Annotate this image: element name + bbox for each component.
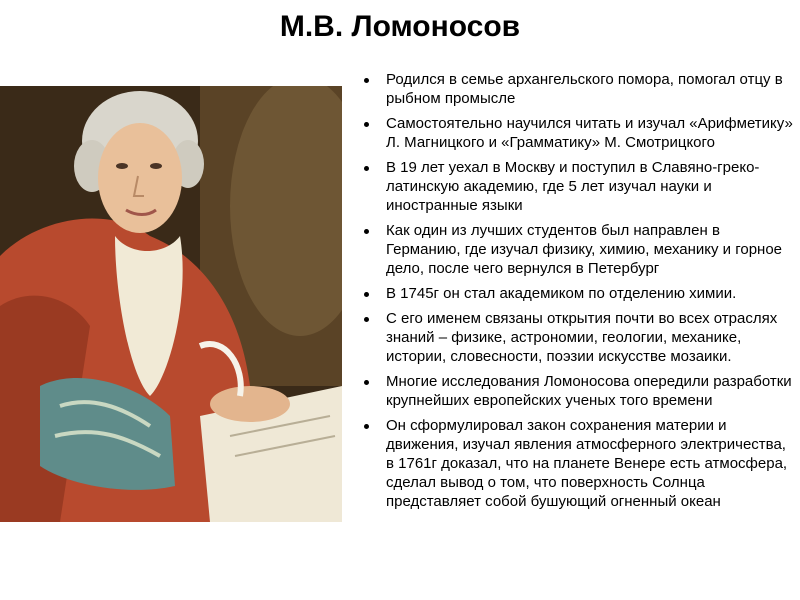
bullet-text: С его именем связаны открытия почти во всех отраслях знаний – физике, астрономии, геологии, механике, истории, словесности, поэзии искусстве мозаики. <box>386 310 778 365</box>
list-item <box>364 284 794 303</box>
bullet-icon <box>364 229 369 234</box>
bullet-list <box>364 70 794 517</box>
slide-title: М.В. Ломоносов <box>279 10 521 43</box>
bullet-icon <box>364 122 369 127</box>
list-item <box>364 309 794 366</box>
bullet-icon <box>364 166 369 171</box>
list-item <box>364 158 794 215</box>
bullet-text: Родился в семье архангельского помора, помогал отцу в рыбном промысле <box>386 71 783 107</box>
bullet-text: Он сформулировал закон сохранения материи и движения, изучал явления атмосферного электричества, в 1761г доказал, что на планете Венере есть атмосфера, сделал вывод о том, что поверхность Солнца представляет собой бушующий огненный океан <box>386 417 788 510</box>
list-item <box>364 416 794 511</box>
bullet-text: Самостоятельно научился читать и изучал «Арифметику» Л. Магницкого и «Грамматику» М. Смотрицкого <box>386 115 793 151</box>
bullet-icon <box>364 380 369 385</box>
list-item <box>364 70 794 108</box>
bullet-text: В 1745г он стал академиком по отделению химии. <box>386 285 737 302</box>
bullet-text: Многие исследования Ломоносова опередили разработки крупнейших европейских ученых того времени <box>386 373 792 409</box>
bullet-text: В 19 лет уехал в Москву и поступил в Славяно-греко-латинскую академию, где 5 лет изучал науки и иностранные языки <box>386 159 760 214</box>
list-item <box>364 221 794 278</box>
lomonosov-portrait <box>0 86 342 522</box>
bullet-icon <box>364 78 369 83</box>
bullet-text: Как один из лучших студентов был направлен в Германию, где изучал физику, химию, механику и горное дело, после чего вернулся в Петербург <box>386 222 783 277</box>
bullet-icon <box>364 424 369 429</box>
bullet-icon <box>364 292 369 297</box>
bullet-icon <box>364 317 369 322</box>
list-item <box>364 372 794 410</box>
list-item <box>364 114 794 152</box>
